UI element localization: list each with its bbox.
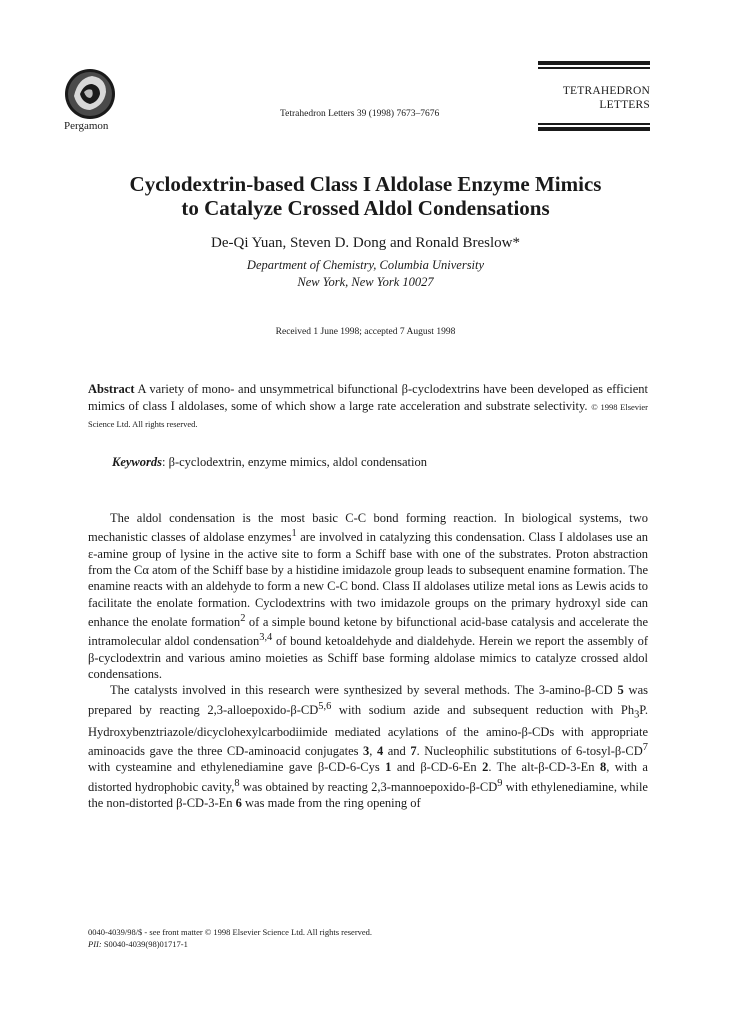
affiliation-line1: Department of Chemistry, Columbia University [246, 258, 485, 272]
received-dates: Received 1 June 1998; accepted 7 August 1998 [275, 327, 456, 337]
affiliation-line2: New York, New York 10027 [297, 275, 434, 289]
publisher-name: Pergamon [64, 120, 109, 132]
abstract-text: A variety of mono- and unsymmetrical bifunctional β-cyclodextrins have been developed as efficient mimics of class I aldolases, some of which show a large rate acceleration and substrate selectivity. [88, 382, 648, 413]
keywords: Keywords: β-cyclodextrin, enzyme mimics, aldol condensation [112, 455, 427, 469]
masthead-rule-bottom-thin [538, 123, 650, 125]
abstract-copyright: © 1998 Elsevier Science Ltd. All rights reserved. [88, 401, 649, 429]
pii-value: S0040-4039(98)01717-1 [101, 939, 188, 949]
footer [88, 926, 372, 950]
abstract-label: Abstract [88, 382, 135, 396]
author-list: De-Qi Yuan, Steven D. Dong and Ronald Breslow* [211, 235, 520, 251]
footer-pii [88, 938, 372, 950]
masthead-rule-top-thin [538, 67, 650, 69]
article-title-line2: to Catalyze Crossed Aldol Condensations [181, 196, 550, 220]
masthead-rule-top [538, 61, 650, 65]
pii-label: PII: [88, 939, 102, 949]
article-title-line1: Cyclodextrin-based Class I Aldolase Enzyme Mimics [129, 172, 602, 196]
body-text [88, 510, 648, 811]
paragraph-2: The catalysts involved in this research were synthesized by several methods. The 3-amino-β-CD 5 was prepared by reacting 2,3-alloepoxido-β-CD$^{5,6}$ with sodium azide and subsequent reduction with $Ph_3P$. Hydroxybenztriazole/dicyclohexylcarbodiimide mediated acylations of the amino-β-CDs with appropriate aminoacids gave the three CD-aminoacid conjugates 3, 4 and 7. Nucleophilic substitutions of $6-tosyl-\beta-CD^7$ with cysteamine and ethylenediamine gave β-CD-6-Cys 1 and β-CD-6-En 2. The alt-β-CD-3-En 8, with a distorted hydrophobic cavity,$^8$ was obtained by reacting $2,3-mannoepoxido-\beta-CD^9$ with ethylenediamine, while the non-distorted β-CD-3-En 6 was made from the ring opening of [88, 683, 648, 811]
masthead-rule-bottom [538, 127, 650, 131]
keywords-label: Keywords [112, 455, 162, 469]
keywords-text: β-cyclodextrin, enzyme mimics, aldol condensation [168, 455, 427, 469]
journal-citation: Tetrahedron Letters 39 (1998) 7673–7676 [280, 109, 440, 119]
publisher-logo [60, 66, 124, 126]
journal-name-line2: LETTERS [599, 99, 650, 111]
paragraph-1: The aldol condensation is the most basic C-C bond forming reaction. In biological systems, two mechanistic classes of aldolase enzymes$^1$ are involved in catalyzing this condensation. Class I aldolases use an ε-amine group of lysine in the active site to form a Schiff base with one of the substrates. Proton abstraction from the Cα atom of the Schiff base by a histidine imidazole group leads to subsequent enamine formation. The enamine reacts with an aldehyde to form a new C-C bond. Class II aldolases utilize metal ions as Lewis acids to facilitate the enolate formation. Cyclodextrins with two imidazole groups on the primary hydroxyl side can enhance the enolate formation$^2$ of a simple bound ketone by bifunctional acid-base catalysis and accelerate the intramolecular aldol condensation$^{3,4}$ of bound ketoaldehyde and dialdehyde. Herein we report the assembly of β-cyclodextrin and various amino moieties as Schiff base forming aldolase mimics to catalyze crossed aldol condensations. [88, 511, 648, 682]
abstract [88, 381, 648, 433]
footer-copyright: 0040-4039/98/$ - see front matter © 1998 Elsevier Science Ltd. All rights reserved. [88, 927, 373, 937]
journal-name-line1: TETRAHEDRON [562, 85, 650, 97]
